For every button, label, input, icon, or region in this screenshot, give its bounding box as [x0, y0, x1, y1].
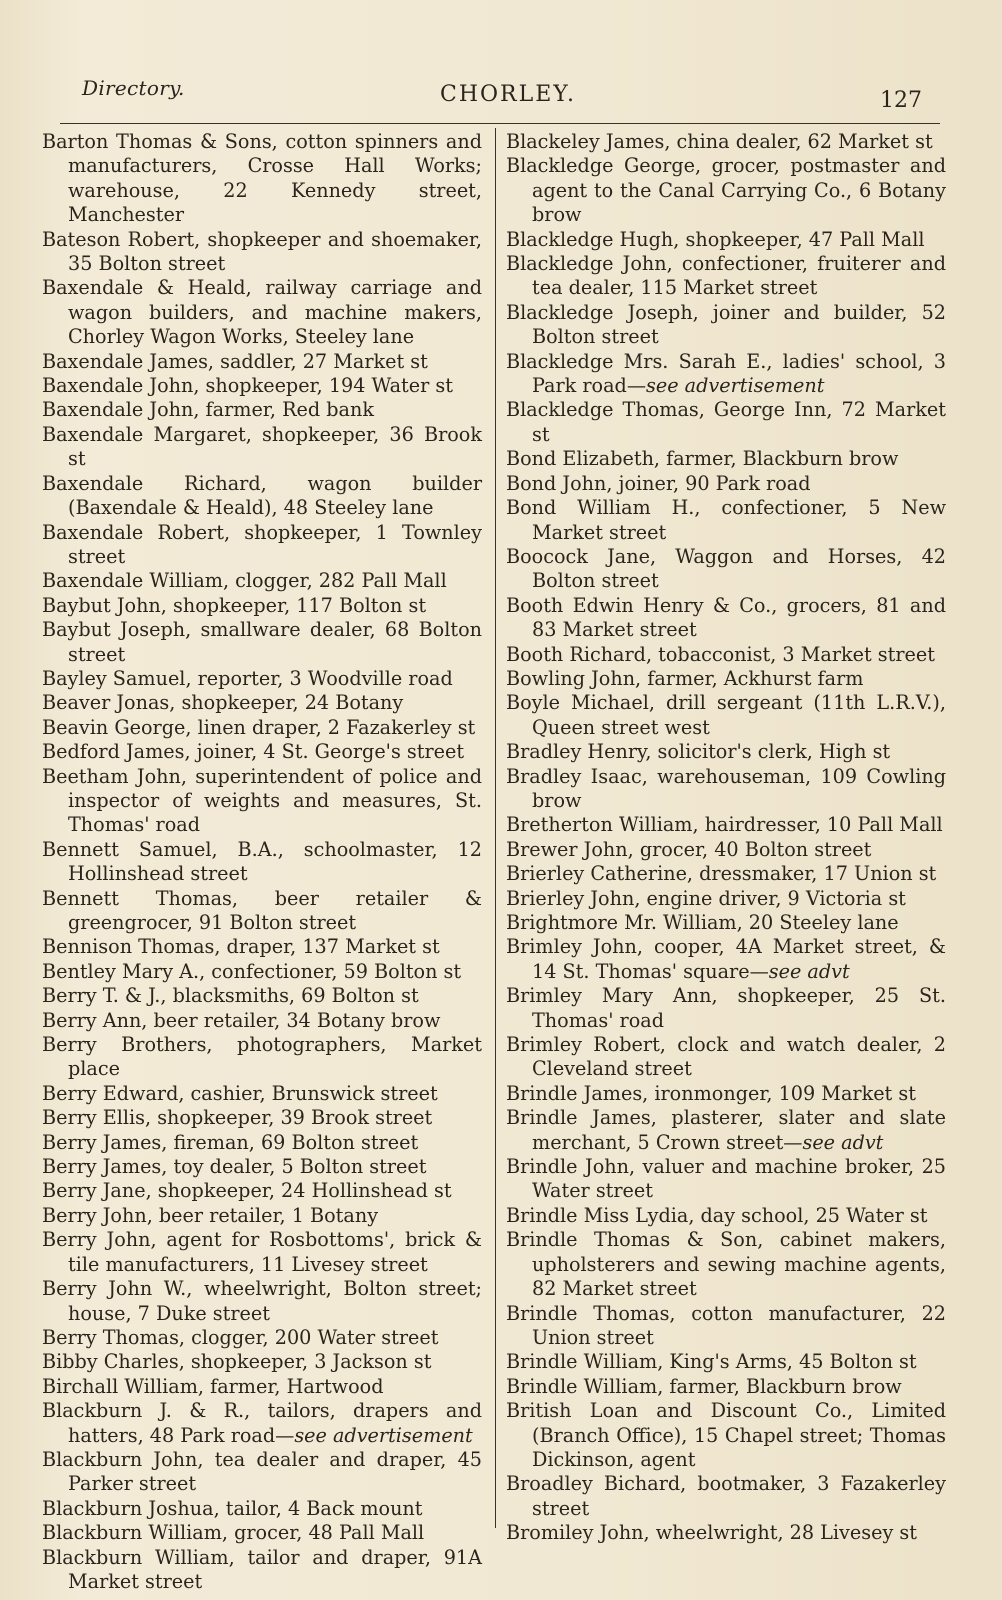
directory-entry [506, 228, 946, 252]
directory-entry [42, 521, 482, 570]
directory-entry [506, 838, 946, 862]
entry-text: Bayley Samuel, reporter, 3 Woodville road [42, 666, 453, 690]
entry-text: Boyle Michael, drill sergeant (11th L.R.V.), Queen street west [506, 691, 946, 739]
directory-entry [42, 740, 482, 764]
entry-text: Beaver Jonas, shopkeeper, 24 Botany [42, 691, 404, 715]
page-header [0, 0, 1002, 130]
directory-entry [42, 1204, 482, 1228]
entry-text: Berry Thomas, clogger, 200 Water street [42, 1325, 439, 1349]
directory-entry [506, 1033, 946, 1082]
entry-text: Bond Elizabeth, farmer, Blackburn brow [506, 447, 899, 471]
directory-entry [506, 911, 946, 935]
directory-entry [42, 838, 482, 887]
directory-entry [506, 1350, 946, 1374]
directory-entry [42, 1155, 482, 1179]
directory-entry [506, 545, 946, 594]
entry-text: Bromiley John, wheelwright, 28 Livesey st [506, 1521, 917, 1545]
running-head-section: Directory. [82, 76, 185, 100]
directory-entry [42, 398, 482, 422]
entry-reference: see advt [802, 1130, 884, 1154]
entry-text: Brimley Mary Ann, shopkeeper, 25 St. Thomas' road [506, 984, 946, 1032]
entry-text: Blackburn William, grocer, 48 Pall Mall [42, 1521, 425, 1545]
entry-text: Barton Thomas & Sons, cotton spinners and manufacturers, Crosse Hall Works; warehouse, 22 Kennedy street, Manchester [42, 130, 482, 227]
directory-entry [42, 594, 482, 618]
entry-text: Brindle William, farmer, Blackburn brow [506, 1374, 902, 1398]
directory-entry [506, 130, 946, 154]
entry-text: Blackburn J. & R., tailors, drapers and hatters, 48 Park road— [42, 1399, 482, 1447]
directory-entry [42, 423, 482, 472]
entry-text: Brindle James, plasterer, slater and slate merchant, 5 Crown street— [506, 1106, 946, 1154]
directory-entry [42, 1033, 482, 1082]
entry-text: Bateson Robert, shopkeeper and shoemaker, 35 Bolton street [42, 227, 482, 276]
entry-text: Baxendale Margaret, shopkeeper, 36 Brook st [42, 422, 482, 471]
directory-entry [42, 569, 482, 593]
entry-text: Blackeley James, china dealer, 62 Market st [506, 130, 933, 153]
directory-entry [506, 1204, 946, 1228]
directory-entry [506, 496, 946, 545]
entry-text: Blackledge John, confectioner, fruiterer and tea dealer, 115 Market street [506, 252, 946, 300]
entry-text: Bond William H., confectioner, 5 New Market street [506, 496, 946, 544]
directory-entry [506, 1472, 946, 1521]
entry-text: Bentley Mary A., confectioner, 59 Bolton st [42, 959, 462, 983]
entry-text: Berry James, fireman, 69 Bolton street [42, 1130, 419, 1154]
entry-text: Brightmore Mr. William, 20 Steeley lane [506, 911, 899, 934]
entry-text: Berry Jane, shopkeeper, 24 Hollinshead st [42, 1179, 452, 1203]
entry-text: Booth Edwin Henry & Co., grocers, 81 and 83 Market street [506, 593, 946, 642]
entry-text: Baxendale Richard, wagon builder (Baxendale & Heald), 48 Steeley lane [42, 471, 482, 520]
entry-text: Blackledge Hugh, shopkeeper, 47 Pall Mall [506, 227, 925, 251]
running-head-town: CHORLEY. [440, 82, 576, 107]
entry-text: Baybut John, shopkeeper, 117 Bolton st [42, 593, 427, 617]
entry-text: Berry Ellis, shopkeeper, 39 Brook street [42, 1106, 433, 1130]
entry-reference: see advertisement [294, 1423, 473, 1447]
entry-text: Blackburn John, tea dealer and draper, 45 Parker street [42, 1447, 482, 1496]
directory-entry [506, 984, 946, 1033]
directory-entry [42, 618, 482, 667]
entry-text: Baxendale James, saddler, 27 Market st [42, 349, 428, 373]
directory-entry [42, 1082, 482, 1106]
directory-entry [42, 935, 482, 959]
entry-text: Baxendale John, farmer, Red bank [42, 398, 374, 422]
left-column [42, 130, 482, 1594]
entry-text: Brewer John, grocer, 40 Bolton street [506, 837, 872, 861]
entry-text: Boocock Jane, Waggon and Horses, 42 Bolton street [506, 544, 946, 593]
entry-text: Brindle William, King's Arms, 45 Bolton st [506, 1350, 917, 1374]
entry-text: Blackburn William, tailor and draper, 91A Market street [42, 1545, 482, 1593]
directory-entry [506, 1082, 946, 1106]
directory-entry [42, 887, 482, 936]
directory-entry [506, 1302, 946, 1351]
entry-text: Baxendale John, shopkeeper, 194 Water st [42, 374, 453, 398]
directory-entry [506, 813, 946, 837]
directory-entry [506, 935, 946, 984]
entry-text: Bradley Isaac, warehouseman, 109 Cowling brow [506, 764, 946, 812]
directory-entry [42, 765, 482, 838]
entry-text: Brindle John, valuer and machine broker, 25 Water street [506, 1155, 946, 1203]
directory-entry [506, 887, 946, 911]
directory-entry [42, 691, 482, 715]
directory-entry [42, 1179, 482, 1203]
directory-entry [42, 1375, 482, 1399]
directory-entry [42, 130, 482, 228]
entry-text: Beavin George, linen draper, 2 Fazakerley st [42, 715, 476, 739]
directory-entry [42, 350, 482, 374]
entry-text: Bedford James, joiner, 4 St. George's street [42, 740, 465, 764]
directory-entry [506, 765, 946, 814]
entry-text: Berry Brothers, photographers, Market place [42, 1033, 482, 1081]
directory-entry [42, 374, 482, 398]
entry-text: Bretherton William, hairdresser, 10 Pall Mall [506, 813, 943, 837]
entry-text: Bradley Henry, solicitor's clerk, High st [506, 740, 891, 764]
directory-entry [506, 154, 946, 227]
page-number: 127 [880, 88, 922, 113]
entry-text: Brindle Miss Lydia, day school, 25 Water st [506, 1203, 928, 1227]
entry-text: Brindle Thomas, cotton manufacturer, 22 Union street [506, 1301, 946, 1349]
directory-entry [42, 1228, 482, 1277]
directory-entry [42, 667, 482, 691]
entry-text: Brimley Robert, clock and watch dealer, 2 Cleveland street [506, 1033, 946, 1081]
header-rule [60, 123, 940, 124]
entry-text: Beetham John, superintendent of police and inspector of weights and measures, St. Thomas' road [42, 764, 482, 837]
entry-text: Bibby Charles, shopkeeper, 3 Jackson st [42, 1350, 432, 1374]
entry-text: Brindle Thomas & Son, cabinet makers, upholsterers and sewing machine agents, 82 Market street [506, 1228, 946, 1301]
entry-text: Blackledge George, grocer, postmaster and agent to the Canal Carrying Co., 6 Botany brow [506, 154, 946, 227]
entry-text: Brierley John, engine driver, 9 Victoria st [506, 886, 906, 910]
entry-text: Bond John, joiner, 90 Park road [506, 471, 811, 495]
directory-entry [42, 1326, 482, 1350]
entry-text: Berry Edward, cashier, Brunswick street [42, 1081, 438, 1105]
directory-entry [506, 1375, 946, 1399]
directory-entry [506, 594, 946, 643]
directory-entry [506, 1228, 946, 1301]
entry-text: Brimley John, cooper, 4A Market street, & 14 St. Thomas' square— [506, 935, 946, 983]
entry-text: Baxendale & Heald, railway carriage and wagon builders, and machine makers, Chorley Wagon Works, Steeley lane [42, 276, 482, 349]
directory-entry [42, 1350, 482, 1374]
entry-text: Booth Richard, tobacconist, 3 Market street [506, 642, 935, 666]
directory-entry [42, 960, 482, 984]
directory-entry [506, 252, 946, 301]
entry-text: Berry James, toy dealer, 5 Bolton street [42, 1155, 427, 1179]
entry-reference: see advt [768, 959, 850, 983]
entry-text: British Loan and Discount Co., Limited (Branch Office), 15 Chapel street; Thomas Dickinson, agent [506, 1399, 946, 1471]
entry-text: Blackledge Joseph, joiner and builder, 52 Bolton street [506, 300, 946, 349]
directory-entry [42, 716, 482, 740]
entry-text: Berry T. & J., blacksmiths, 69 Bolton st [42, 984, 419, 1008]
entry-text: Berry John W., wheelwright, Bolton street; house, 7 Duke street [42, 1277, 482, 1325]
directory-entry [506, 862, 946, 886]
entry-reference: see advertisement [646, 374, 825, 398]
directory-entry [506, 740, 946, 764]
entry-text: Bowling John, farmer, Ackhurst farm [506, 666, 864, 690]
directory-entry [506, 691, 946, 740]
entry-text: Bennett Thomas, beer retailer & greengrocer, 91 Bolton street [42, 886, 482, 934]
entry-text: Baybut Joseph, smallware dealer, 68 Bolton street [42, 618, 482, 666]
directory-entry [506, 447, 946, 471]
entry-text: Berry John, beer retailer, 1 Botany [42, 1203, 379, 1227]
entry-text: Baxendale William, clogger, 282 Pall Mall [42, 569, 447, 593]
directory-entry [506, 398, 946, 447]
directory-entry [42, 1448, 482, 1497]
directory-entry [42, 1277, 482, 1326]
directory-entry [42, 1497, 482, 1521]
directory-entry [506, 1155, 946, 1204]
entry-text: Bennett Samuel, B.A., schoolmaster, 12 Hollinshead street [42, 837, 482, 886]
directory-entry [42, 1546, 482, 1595]
directory-entry [42, 228, 482, 277]
right-column [506, 130, 946, 1546]
directory-entry [42, 276, 482, 349]
entry-text: Berry John, agent for Rosbottoms', brick & tile manufacturers, 11 Livesey street [42, 1228, 482, 1276]
directory-entry [42, 472, 482, 521]
entry-text: Bennison Thomas, draper, 137 Market st [42, 935, 440, 959]
entry-text: Berry Ann, beer retailer, 34 Botany brow [42, 1008, 441, 1032]
directory-entry [506, 301, 946, 350]
directory-entry [42, 1131, 482, 1155]
entry-text: Broadley Bichard, bootmaker, 3 Fazakerley street [506, 1472, 946, 1520]
directory-entry [506, 350, 946, 399]
entry-text: Birchall William, farmer, Hartwood [42, 1374, 384, 1398]
directory-entry [42, 1521, 482, 1545]
directory-entry [506, 1521, 946, 1545]
entry-text: Blackledge Mrs. Sarah E., ladies' school, 3 Park road— [506, 349, 946, 398]
entry-text: Brindle James, ironmonger, 109 Market st [506, 1081, 916, 1105]
directory-entry [506, 1399, 946, 1472]
directory-entry [506, 643, 946, 667]
directory-entry [506, 1106, 946, 1155]
entry-text: Blackledge Thomas, George Inn, 72 Market st [506, 398, 946, 446]
directory-entry [42, 984, 482, 1008]
column-divider [495, 128, 496, 1528]
directory-entry [506, 667, 946, 691]
entry-text: Blackburn Joshua, tailor, 4 Back mount [42, 1496, 423, 1520]
directory-entry [42, 1106, 482, 1130]
directory-entry [506, 472, 946, 496]
entry-text: Baxendale Robert, shopkeeper, 1 Townley street [42, 520, 482, 568]
entry-text: Brierley Catherine, dressmaker, 17 Union st [506, 862, 937, 886]
directory-entry [42, 1009, 482, 1033]
directory-entry [42, 1399, 482, 1448]
